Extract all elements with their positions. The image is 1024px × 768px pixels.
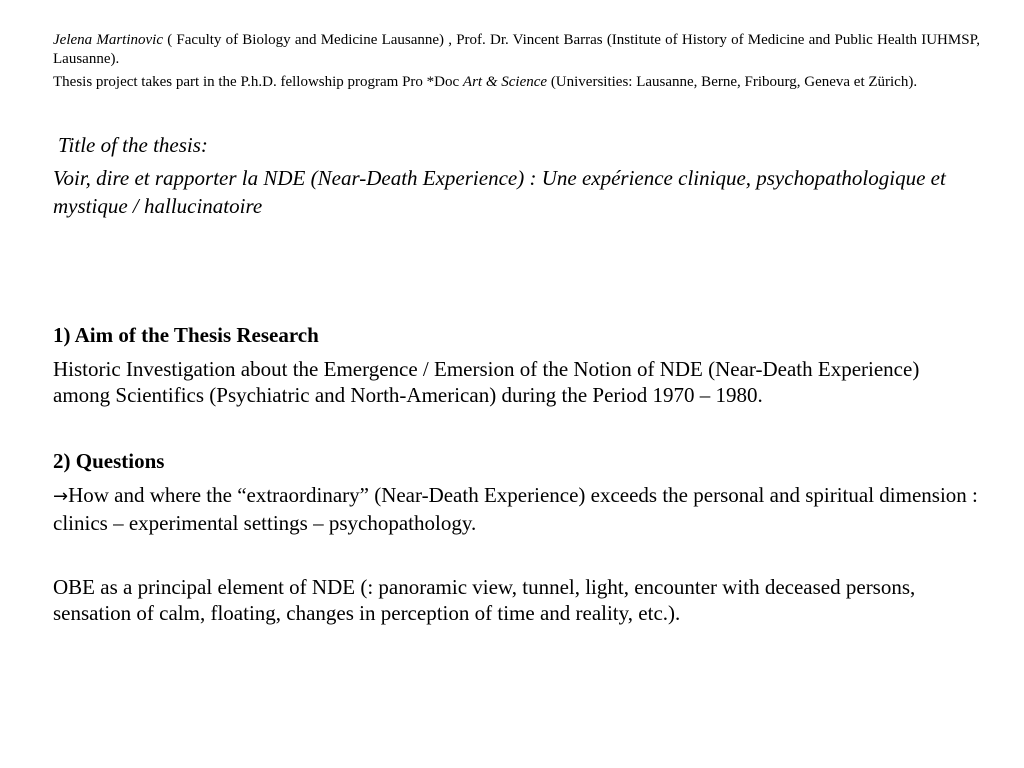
affiliation-text: ( Faculty of Biology and Medicine Lausanne) , Prof. Dr. Vincent Barras (Institute of History of Medicine and Public Health IUHMSP, Lausanne). (53, 32, 980, 67)
questions-body (53, 482, 980, 536)
questions-section (53, 448, 980, 536)
thesis-title: Voir, dire et rapporter la NDE (Near-Death Experience) : Une expérience clinique, psychopathologique et mystique / hallucinatoire (53, 166, 946, 218)
questions-text: How and where the “extraordinary” (Near-Death Experience) exceeds the personal and spiritual dimension : clinics – experimental settings – psychopathology. (53, 483, 978, 535)
header-block (53, 31, 980, 92)
program-name: Art & Science (462, 74, 548, 90)
aim-body: Historic Investigation about the Emergence / Emersion of the Notion of NDE (Near-Death Experience) among Scientifics (Psychiatric and North-American) during the Period 1970 – 1980. (53, 357, 920, 407)
program-text-after: (Universities: Lausanne, Berne, Fribourg, Geneva et Zürich). (547, 74, 918, 90)
author-affiliation (53, 31, 980, 69)
author-name: Jelena Martinovic (53, 32, 163, 48)
aim-section (53, 322, 980, 408)
obe-paragraph: OBE as a principal element of NDE (: panoramic view, tunnel, light, encounter with deceased persons, sensation of calm, floating, changes in perception of time and reality, etc.). (53, 575, 916, 625)
aim-heading: 1) Aim of the Thesis Research (53, 323, 319, 347)
thesis-title-label: Title of the thesis: (58, 133, 208, 157)
document-page (53, 0, 980, 768)
thesis-title-block (53, 131, 980, 220)
program-text-before: Thesis project takes part in the P.h.D. fellowship program Pro *Doc (53, 74, 463, 90)
questions-heading: 2) Questions (53, 449, 165, 473)
program-line (53, 73, 980, 92)
arrow-right-icon: → (53, 486, 69, 507)
